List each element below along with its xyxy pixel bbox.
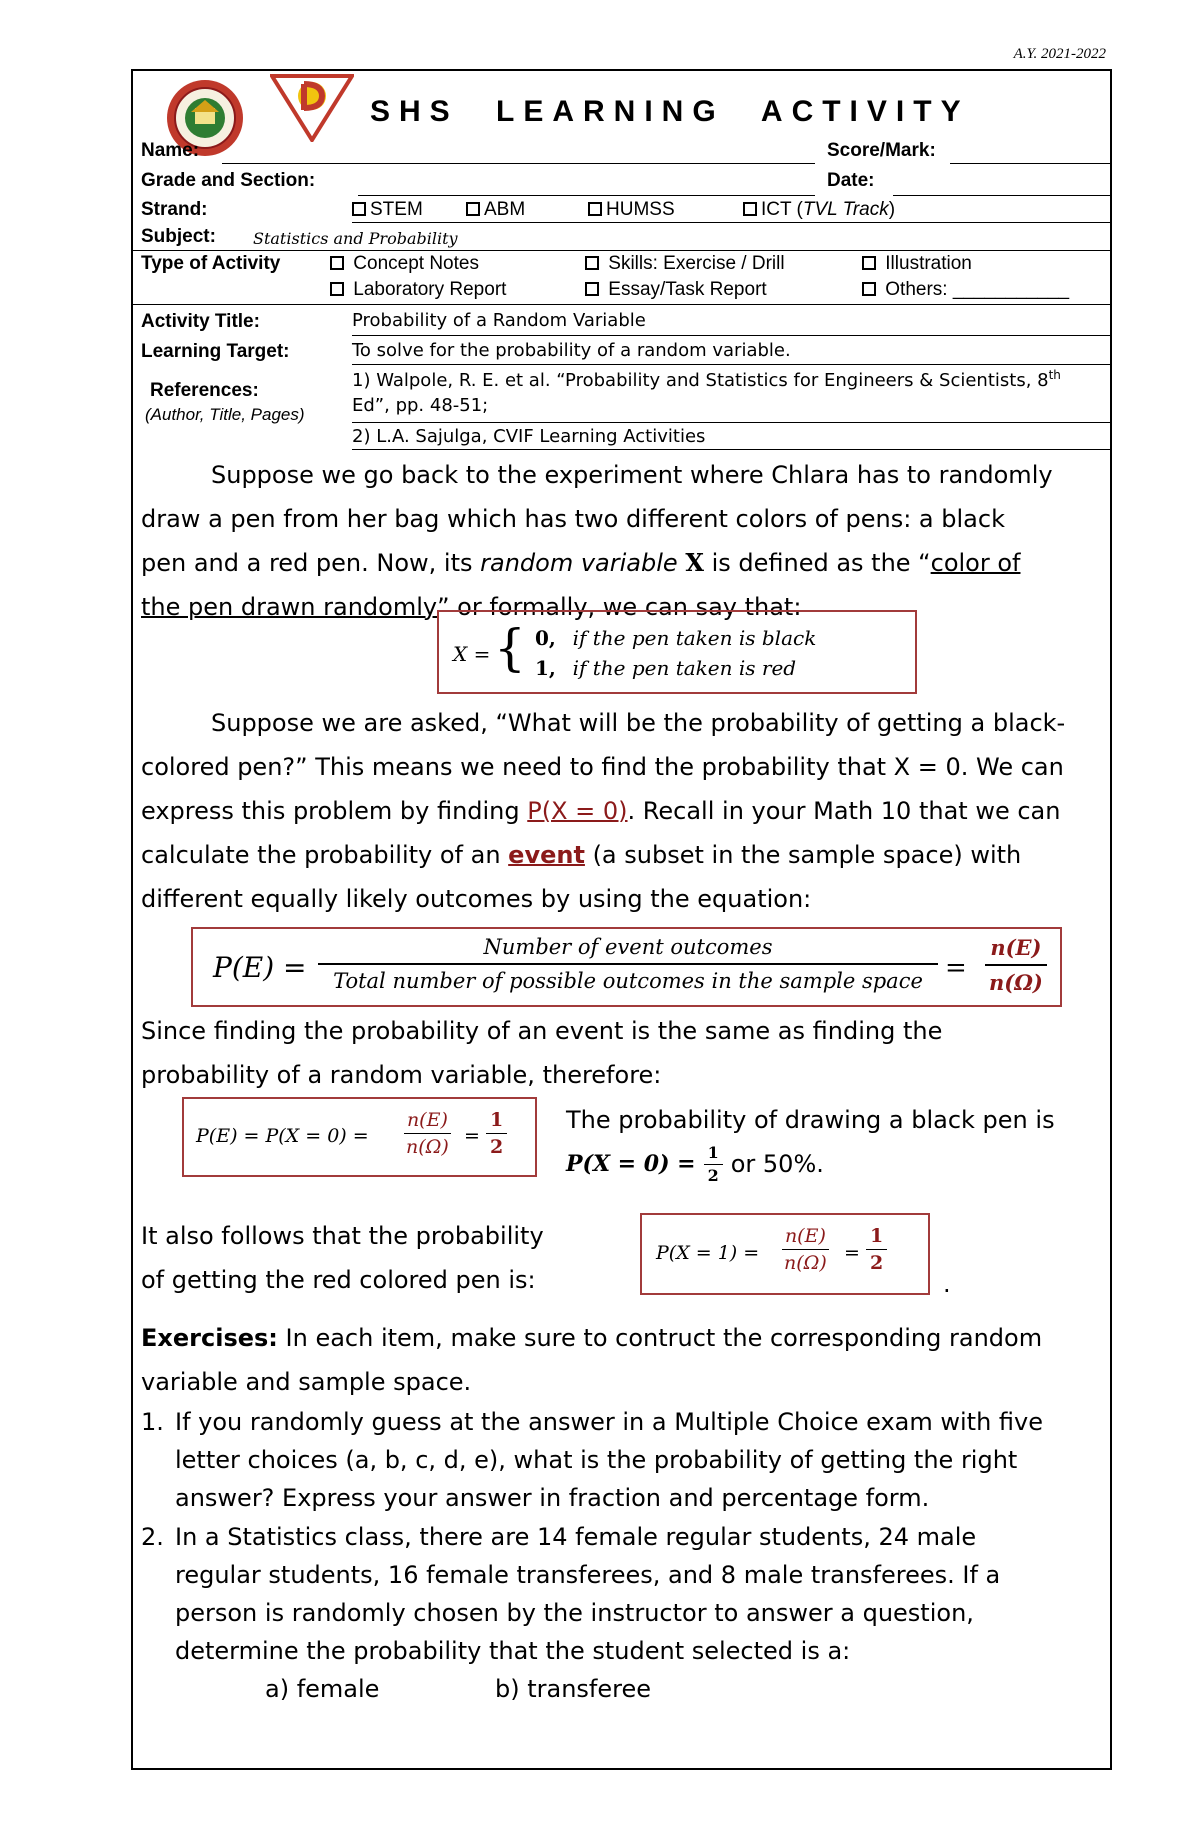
p1-pen-drawn: the pen drawn randomly xyxy=(141,593,438,621)
p4-tail: or 50%. xyxy=(730,1150,824,1178)
random-variable-definition-box xyxy=(437,610,917,694)
eq2-ratio-den: n(Ω) xyxy=(985,964,1047,995)
p4-num: 1 xyxy=(707,1142,719,1162)
ict-track: TVL Track xyxy=(802,199,889,220)
eq3-rnum: 1 xyxy=(490,1109,504,1131)
p1-x: X xyxy=(685,548,704,577)
strand-abm[interactable] xyxy=(466,199,525,221)
strand-stem[interactable] xyxy=(352,199,423,221)
others-checkbox[interactable] xyxy=(862,282,876,296)
ict-suffix: ) xyxy=(888,199,896,220)
eq2-fraction xyxy=(318,935,938,993)
essay-label: Essay/Task Report xyxy=(608,279,767,300)
eq2-denominator: Total number of possible outcomes in the sample space xyxy=(318,963,938,993)
p4-line-b xyxy=(566,1142,1086,1186)
date-label: Date: xyxy=(827,170,875,191)
exercise-item-2 xyxy=(141,1518,1101,1708)
p3-line-a: Since finding the probability of an event is the same as finding the xyxy=(141,1017,943,1045)
academic-year: A.Y. 2021-2022 xyxy=(1013,46,1106,62)
concept-notes-label: Concept Notes xyxy=(353,253,479,274)
p2-event: event xyxy=(508,841,585,869)
eq3-equals: = xyxy=(464,1125,480,1147)
eq4-den: n(Ω) xyxy=(782,1249,829,1274)
activity-title-line xyxy=(352,335,1110,336)
eq1-case0-val: 0, xyxy=(535,626,556,650)
reference-1-text: 1) Walpole, R. E. et al. “Probability and Statistics for Engineers & Scientists, 8 xyxy=(352,370,1049,391)
p2-line-a: Suppose we are asked, “What will be the probability of getting a black- xyxy=(211,709,1066,737)
p4-line-a: The probability of drawing a black pen is xyxy=(566,1106,1055,1134)
learning-target: To solve for the probability of a random variable. xyxy=(352,340,791,361)
cvif-logo xyxy=(270,70,354,142)
reference-2: 2) L.A. Sajulga, CVIF Learning Activities xyxy=(352,426,706,447)
activity-title-label: Activity Title: xyxy=(141,311,260,332)
grade-section-label: Grade and Section: xyxy=(141,170,316,191)
score-line[interactable] xyxy=(950,163,1110,164)
lab-report-checkbox[interactable] xyxy=(330,282,344,296)
reference-1-line xyxy=(352,422,1110,423)
p2-line-b: colored pen?” This means we need to find the probability that X = 0. We can xyxy=(141,753,1064,781)
p2-line-d xyxy=(141,833,1101,877)
p2-c-text: express this problem by finding xyxy=(141,797,528,825)
eq4-result xyxy=(866,1225,887,1274)
item2-option-a: a) female xyxy=(265,1675,380,1703)
p3-line-b: probability of a random variable, therefore: xyxy=(141,1061,662,1089)
ict-prefix: ICT ( xyxy=(761,199,803,220)
strand-label: Strand: xyxy=(141,199,208,220)
black-pen-equation-box xyxy=(182,1097,537,1177)
item2-options xyxy=(175,1670,1000,1708)
name-label: Name: xyxy=(141,140,200,161)
p2-line-e: different equally likely outcomes by using the equation: xyxy=(141,885,812,913)
item2-option-b: b) transferee xyxy=(495,1675,652,1703)
type-line xyxy=(131,304,1112,305)
eq1-case1-text: if the pen taken is red xyxy=(572,656,797,680)
paragraph-3 xyxy=(141,1009,1101,1097)
date-line[interactable] xyxy=(893,195,1110,196)
sheet-title: SHS LEARNING ACTIVITY xyxy=(370,95,970,128)
type-lab-report[interactable] xyxy=(330,279,506,301)
p1-line-a: Suppose we go back to the experiment where Chlara has to randomly xyxy=(211,461,1053,489)
paragraph-5 xyxy=(141,1214,601,1302)
p2-c-text2: . Recall in your Math 10 that we can xyxy=(627,797,1061,825)
lab-report-label: Laboratory Report xyxy=(353,279,507,300)
item1-line-b: letter choices (a, b, c, d, e), what is the probability of getting the right xyxy=(175,1446,1018,1474)
p4-math: P(X = 0) = xyxy=(566,1151,696,1177)
stem-label: STEM xyxy=(370,199,423,220)
subject-line xyxy=(131,250,1112,251)
p4-den: 2 xyxy=(704,1164,723,1185)
eq4-fraction xyxy=(782,1225,829,1274)
ex-line-a xyxy=(141,1316,1101,1360)
eq1-case-1 xyxy=(535,656,796,681)
ict-checkbox[interactable] xyxy=(743,202,757,216)
strand-humss[interactable] xyxy=(588,199,675,221)
paragraph-2 xyxy=(141,701,1101,921)
item2-line-a: In a Statistics class, there are 14 female regular students, 24 male xyxy=(175,1523,977,1551)
p2-line-c xyxy=(141,789,1101,833)
learning-target-label: Learning Target: xyxy=(141,341,290,362)
abm-checkbox[interactable] xyxy=(466,202,480,216)
item1-line-c: answer? Express your answer in fraction and percentage form. xyxy=(175,1484,930,1512)
activity-title: Probability of a Random Variable xyxy=(352,310,646,331)
red-pen-equation-box xyxy=(640,1213,930,1295)
reference-1 xyxy=(352,368,1061,391)
item2-line-b: regular students, 16 female transferees, and 8 male transferees. If a xyxy=(175,1561,1001,1589)
eq3-rden: 2 xyxy=(486,1133,507,1158)
humss-label: HUMSS xyxy=(606,199,675,220)
eq2-lhs: P(E) = xyxy=(213,951,307,984)
illustration-label: Illustration xyxy=(885,253,972,274)
humss-checkbox[interactable] xyxy=(588,202,602,216)
others-label: Others: ___________ xyxy=(885,279,1070,300)
red-pen-period: . xyxy=(943,1270,951,1298)
type-activity-label: Type of Activity xyxy=(141,253,281,274)
p1-random-variable: random variable xyxy=(480,549,678,577)
eq1-brace: { xyxy=(494,619,526,677)
p1-c-text: pen and a red pen. Now, its xyxy=(141,549,481,577)
eq4-rden: 2 xyxy=(866,1249,887,1274)
p1-line-c xyxy=(141,541,1101,585)
p2-px0: P(X = 0) xyxy=(527,797,628,825)
type-others[interactable] xyxy=(862,279,1069,301)
exercise-item-1 xyxy=(141,1403,1101,1517)
strand-ict[interactable] xyxy=(743,199,895,221)
probability-formula-box xyxy=(191,927,1062,1007)
p1-line-b: draw a pen from her bag which has two different colors of pens: a black xyxy=(141,505,1005,533)
subject-value: Statistics and Probability xyxy=(253,229,458,248)
subject-label: Subject: xyxy=(141,226,216,247)
eq1-case0-text: if the pen taken is black xyxy=(572,626,817,650)
eq4-num: n(E) xyxy=(784,1225,826,1247)
references-sub: (Author, Title, Pages) xyxy=(145,405,305,424)
exercises-intro xyxy=(141,1316,1101,1404)
skills-checkbox[interactable] xyxy=(585,256,599,270)
learning-target-line xyxy=(352,364,1110,365)
item1-line-a: If you randomly guess at the answer in a Multiple Choice exam with five xyxy=(175,1408,1043,1436)
type-essay[interactable] xyxy=(585,279,767,301)
item2-line-d: determine the probability that the student selected is a: xyxy=(175,1637,851,1665)
eq3-num: n(E) xyxy=(406,1109,448,1131)
eq3-fraction xyxy=(404,1109,451,1158)
score-label: Score/Mark: xyxy=(827,140,936,161)
reference-1-cont: Ed”, pp. 48-51; xyxy=(352,395,489,416)
item1-number: 1. xyxy=(141,1408,164,1436)
eq2-ratio xyxy=(985,935,1047,995)
p5-line-a: It also follows that the probability xyxy=(141,1222,544,1250)
abm-label: ABM xyxy=(484,199,526,220)
type-illustration[interactable] xyxy=(862,253,972,275)
skills-label: Skills: Exercise / Drill xyxy=(608,253,785,274)
eq3-den: n(Ω) xyxy=(404,1133,451,1158)
eq3-lhs: P(E) = P(X = 0) = xyxy=(196,1125,369,1147)
references-label: References: xyxy=(150,380,259,401)
p2-d-text2: (a subset in the sample space) with xyxy=(584,841,1022,869)
p5-line-b: of getting the red colored pen is: xyxy=(141,1266,536,1294)
ex-line-b: variable and sample space. xyxy=(141,1368,472,1396)
name-line[interactable] xyxy=(222,163,815,164)
eq3-result xyxy=(486,1109,507,1158)
type-concept-notes[interactable] xyxy=(330,253,479,275)
essay-checkbox[interactable] xyxy=(585,282,599,296)
item2-line-c: person is randomly chosen by the instructor to answer a question, xyxy=(175,1599,974,1627)
stem-checkbox[interactable] xyxy=(352,202,366,216)
eq1-case1-val: 1, xyxy=(535,656,556,680)
exercises-label: Exercises: xyxy=(141,1324,278,1352)
p4-fraction xyxy=(704,1144,723,1185)
strand-line xyxy=(352,222,1110,223)
reference-1-sup: th xyxy=(1048,368,1061,382)
eq1-lhs: X = xyxy=(453,642,491,666)
paragraph-1 xyxy=(141,453,1101,629)
reference-2-line xyxy=(352,449,1110,450)
eq1-case-0 xyxy=(535,626,816,651)
ex-intro-text: In each item, make sure to contruct the corresponding random xyxy=(285,1324,1043,1352)
eq4-equals: = xyxy=(844,1242,860,1264)
type-skills[interactable] xyxy=(585,253,785,275)
eq2-ratio-num: n(E) xyxy=(990,935,1042,960)
grade-section-line[interactable] xyxy=(358,195,815,196)
eq4-lhs: P(X = 1) = xyxy=(656,1242,760,1264)
p1-c-text2: is defined as the “ xyxy=(703,549,931,577)
eq2-equals: = xyxy=(945,953,967,983)
concept-notes-checkbox[interactable] xyxy=(330,256,344,270)
p1-d-text: ” or formally, we can say that: xyxy=(437,593,802,621)
p1-color-of: color of xyxy=(930,549,1021,577)
illustration-checkbox[interactable] xyxy=(862,256,876,270)
item2-number: 2. xyxy=(141,1523,164,1551)
eq2-numerator: Number of event outcomes xyxy=(483,935,773,959)
black-pen-statement xyxy=(566,1098,1086,1186)
p2-d-text: calculate the probability of an xyxy=(141,841,509,869)
eq4-rnum: 1 xyxy=(870,1225,884,1247)
